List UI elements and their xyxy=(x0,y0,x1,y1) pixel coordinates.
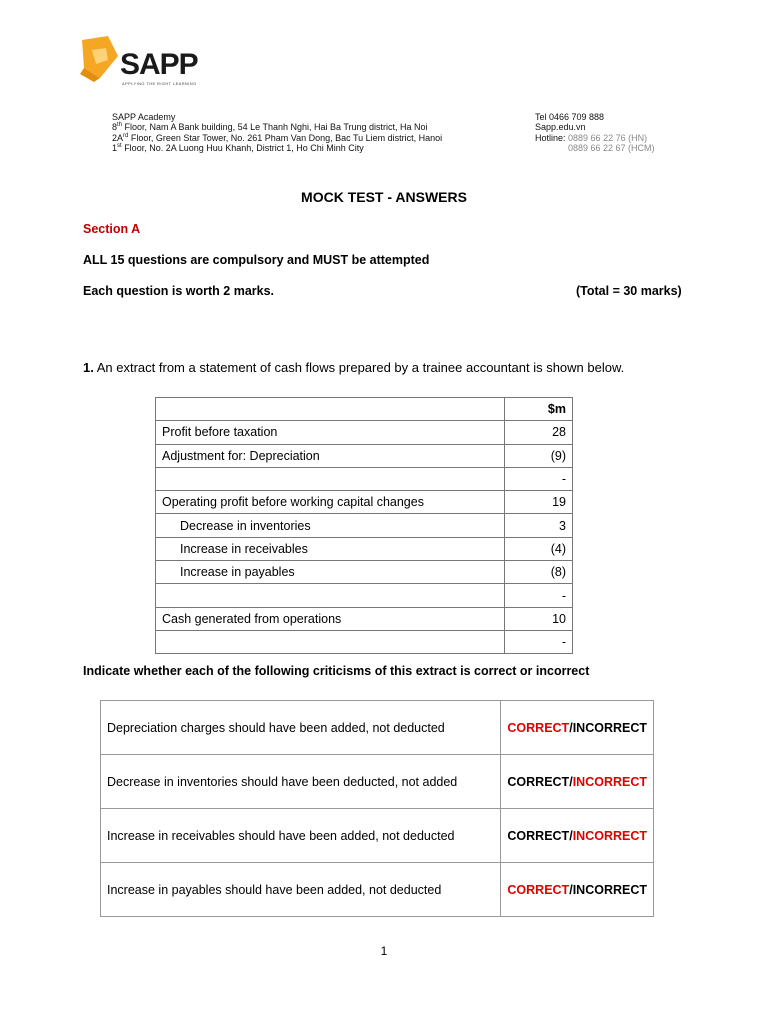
row-label: Adjustment for: Depreciation xyxy=(156,444,505,467)
address-block xyxy=(112,112,442,154)
page-number: 1 xyxy=(380,944,388,958)
page-title: MOCK TEST - ANSWERS xyxy=(301,189,467,205)
row-label: Increase in receivables xyxy=(156,537,505,560)
criticism-table xyxy=(100,700,654,917)
row-label xyxy=(156,467,505,490)
total-marks: (Total = 30 marks) xyxy=(576,284,682,298)
criticism-row xyxy=(101,809,654,863)
sapp-logo-icon xyxy=(78,34,124,84)
row-value: 19 xyxy=(505,491,573,514)
row-value: 3 xyxy=(505,514,573,537)
row-value: - xyxy=(505,467,573,490)
logo-tagline: APPLYING THE RIGHT LEARNING xyxy=(122,81,197,86)
answer-incorrect: INCORRECT xyxy=(572,774,647,789)
table-row xyxy=(156,537,573,560)
unit-header: $m xyxy=(505,398,573,421)
criticism-instruction: Indicate whether each of the following criticisms of this extract is correct or incorrect xyxy=(83,664,590,678)
row-label: Operating profit before working capital changes xyxy=(156,491,505,514)
criticism-text: Depreciation charges should have been added, not deducted xyxy=(101,701,501,755)
criticism-row xyxy=(101,755,654,809)
table-header-row xyxy=(156,398,573,421)
logo-text: SAPP xyxy=(120,48,198,81)
answer-incorrect: INCORRECT xyxy=(572,720,647,735)
website: Sapp.edu.vn xyxy=(535,122,586,133)
row-value: 10 xyxy=(505,607,573,630)
table-row xyxy=(156,630,573,653)
criticism-answer xyxy=(501,755,654,809)
table-row xyxy=(156,607,573,630)
contact-block xyxy=(535,112,655,154)
criticism-text: Increase in receivables should have been added, not deducted xyxy=(101,809,501,863)
telephone: Tel 0466 709 888 xyxy=(535,112,605,122)
instruction-marks: Each question is worth 2 marks. xyxy=(83,284,275,298)
answer-separator: / xyxy=(569,828,573,843)
question-text: An extract from a statement of cash flows prepared by a trainee accountant is shown below. xyxy=(93,360,625,375)
row-value: - xyxy=(505,584,573,607)
instruction-compulsory: ALL 15 questions are compulsory and MUST be attempted xyxy=(83,253,430,267)
row-label xyxy=(156,630,505,653)
question-number: 1. xyxy=(83,360,94,375)
hotline-hcm: 0889 66 22 67 (HCM) xyxy=(568,143,655,154)
address-line: SAPP Academy xyxy=(112,112,176,122)
criticism-text: Decrease in inventories should have been deducted, not added xyxy=(101,755,501,809)
criticism-text: Increase in payables should have been added, not deducted xyxy=(101,863,501,917)
row-value: - xyxy=(505,630,573,653)
answer-separator: / xyxy=(569,882,573,897)
row-label: Decrease in inventories xyxy=(156,514,505,537)
criticism-row xyxy=(101,701,654,755)
criticism-row xyxy=(101,863,654,917)
table-row xyxy=(156,514,573,537)
answer-separator: / xyxy=(569,720,573,735)
address-line: $2A^{rd}$ Floor, Green Star Tower, No. 261 Pham Van Dong, Bac Tu Liem district, Hanoi xyxy=(112,132,443,143)
answer-incorrect: INCORRECT xyxy=(572,828,647,843)
criticism-answer xyxy=(501,701,654,755)
row-value: 28 xyxy=(505,421,573,444)
answer-incorrect: INCORRECT xyxy=(572,882,647,897)
address-line: 8th Floor, Nam A Bank building, 54 Le Thanh Nghi, Hai Ba Trung district, Ha Noi xyxy=(112,122,428,133)
answer-correct: CORRECT xyxy=(507,720,570,735)
row-label: Increase in payables xyxy=(156,561,505,584)
row-value: (9) xyxy=(505,444,573,467)
table-row xyxy=(156,561,573,584)
cash-flow-table xyxy=(155,397,573,654)
table-row xyxy=(156,467,573,490)
answer-correct: CORRECT xyxy=(507,828,570,843)
table-row xyxy=(156,584,573,607)
table-row xyxy=(156,444,573,467)
row-label xyxy=(156,584,505,607)
answer-correct: CORRECT xyxy=(507,882,570,897)
row-value: (4) xyxy=(505,537,573,560)
answer-separator: / xyxy=(569,774,573,789)
answer-correct: CORRECT xyxy=(507,774,570,789)
sapp-logo xyxy=(78,34,198,90)
row-label: Profit before taxation xyxy=(156,421,505,444)
hotline-hn: Hotline: 0889 66 22 76 (HN) xyxy=(535,132,648,143)
section-heading: Section A xyxy=(83,222,141,236)
question-1 xyxy=(83,360,624,375)
criticism-answer xyxy=(501,809,654,863)
row-value: (8) xyxy=(505,561,573,584)
table-row xyxy=(156,491,573,514)
address-line: 1st Floor, No. 2A Luong Huu Khanh, District 1, Ho Chi Minh City xyxy=(112,143,364,154)
row-label: Cash generated from operations xyxy=(156,607,505,630)
criticism-answer xyxy=(501,863,654,917)
table-cell xyxy=(156,398,505,421)
table-row xyxy=(156,421,573,444)
